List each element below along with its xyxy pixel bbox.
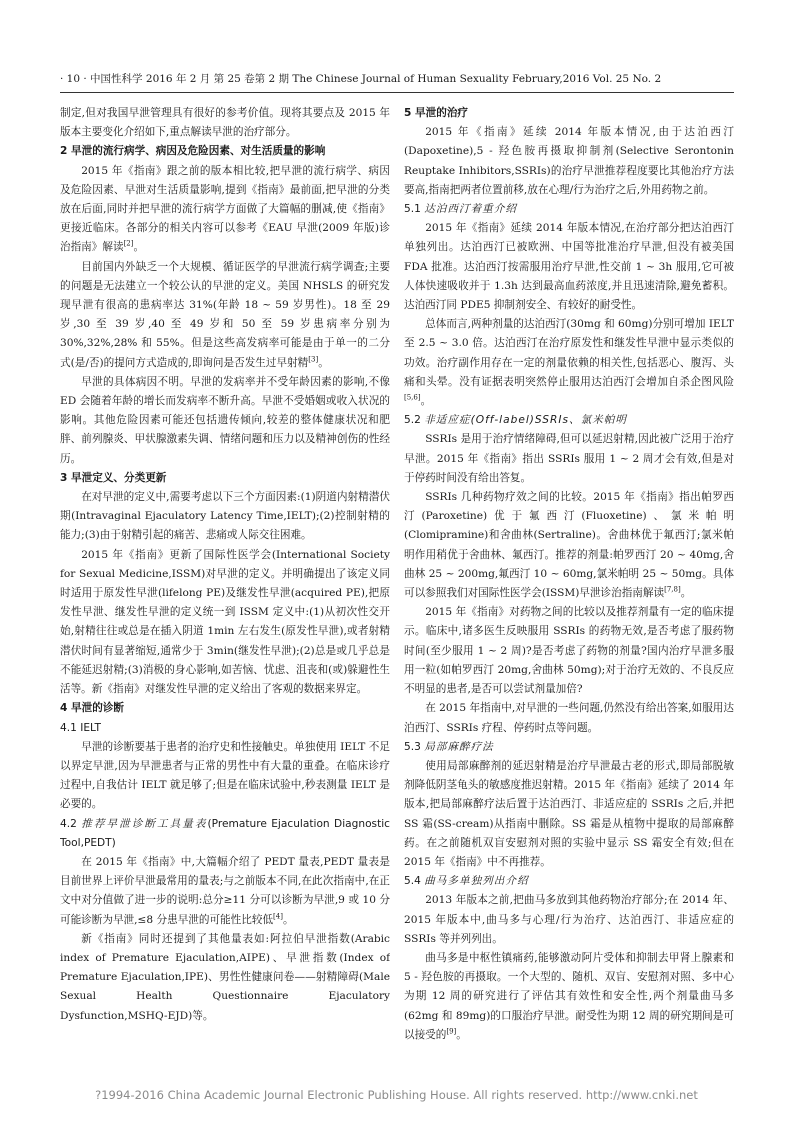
section-heading: 3 早泄定义、分类更新 <box>60 471 167 484</box>
citation: [2] <box>123 239 134 248</box>
paragraph: 总体而言,两种剂量的达泊西汀(30mg 和 60mg)分别可增加 IELT 至 2.5 ~ 3.0 倍。达泊西汀在治疗原发性和继发性早泄中显示类似的功效。治疗副作用存在一定的剂量依赖的相关性,包括恶心、腹泻、头痛和头晕。没有证据表明突然停止服用达泊西汀会增加自杀企图风险[5,6]。 <box>404 318 734 408</box>
left-column <box>60 104 390 1044</box>
paragraph: 使用局部麻醉剂的延迟射精是治疗早泄最古老的形式,即局部脱敏剂降低阴茎龟头的敏感度推迟射精。2015 年《指南》延续了 2014 年版本,把局部麻醉疗法后置于达泊西汀、非适应症的 SSRIs 之后,并把 SS 霜(SS-cream)从指南中删除。SS 霜是从植物中提取的局部麻醉药。在之前随机双盲安慰剂对照的实验中显示 SS 霜安全有效;但在 2015 年《指南》中不再推荐。 <box>404 759 734 868</box>
paragraph: 制定,但对我国早泄管理具有很好的参考价值。现将其要点及 2015 年版本主要变化介绍如下,重点解读早泄的治疗部分。 <box>60 107 390 139</box>
running-header: · 10 · 中国性科学 2016 年 2 月 第 25 卷第 2 期 The Chinese Journal of Human Sexuality February,2016 Vol. 25 No. 2 <box>60 73 662 85</box>
paragraph: 曲马多是中枢性镇痛药,能够激动阿片受体和抑制去甲肾上腺素和 5 - 羟色胺的再摄取。一个大型的、随机、双盲、安慰剂对照、多中心为期 12 周的研究进行了评估其有效性和安全性,两个剂量曲马多(62mg 和 89mg)的口服治疗早泄。耐受性为期 12 周的研究期间是可以接受的[9]。 <box>404 951 734 1041</box>
citation: [3] <box>308 355 319 364</box>
paragraph: 在 2015 年指南中,对早泄的一些问题,仍然没有给出答案,如服用达泊西汀、SSRIs 疗程、停药时点等问题。 <box>404 702 734 734</box>
section-heading: 2 早泄的流行病学、病因及危险因素、对生活质量的影响 <box>60 145 326 158</box>
paragraph: 2015 年《指南》延续 2014 年版本情况,在治疗部分把达泊西汀单独列出。达泊西汀已被欧洲、中国等批准治疗早泄,但没有被美国 FDA 批准。达泊西汀按需服用治疗早泄,性交前 1 ~ 3h 服用,它可被人体快速吸收并于 1.3h 达到最高血药浓度,并且迅速清除,避免蓄积。达泊西汀同 PDE5 抑制剂安全、有较好的耐受性。 <box>404 222 734 312</box>
paragraph: 2013 年版本之前,把曲马多放到其他药物治疗部分;在 2014 年、2015 年版本中,曲马多与心理/行为治疗、达泊西汀、非适应症的 SSRIs 等并列列出。 <box>404 894 734 945</box>
citation: [9] <box>446 1027 457 1036</box>
paragraph: SSRIs 几种药物疗效之间的比较。2015 年《指南》指出帕罗西汀(Paroxetine)优于氟西汀(Fluoxetine)、氯米帕明(Clomipramine)和舍曲林(Sertraline)。舍曲林优于氟西汀;氯米帕明作用稍优于舍曲林、氟西汀。推荐的剂量:帕罗西汀 20 ~ 40mg,舍曲林 25 ~ 200mg,氟西汀 10 ~ 60mg,氯米帕明 25 ~ 50mg。具体可以参照我们对国际性医学会(ISSM)早泄诊治指南解读[7,8]。 <box>404 491 734 600</box>
citation: [7,8] <box>664 585 681 594</box>
paragraph: 在 2015 年《指南》中,大篇幅介绍了 PEDT 量表,PEDT 量表是目前世界上评价早泄最常用的量表;与之前版本不同,在此次指南中,在正文中对分值做了进一步的说明:总分≥11 分可以诊断为早泄,9 或 10 分可能诊断为早泄,≤8 分患早泄的可能性比较低[4]。 <box>60 855 390 926</box>
paragraph: 2015 年《指南》更新了国际性医学会(International Society for Sexual Medicine,ISSM)对早泄的定义。并明确提出了该定义同时适用于原发性早泄(lifelong PE)及继发性早泄(acquired PE),把原发性早泄、继发性早泄的定义统一到 ISSM 定义中:(1)从初次性交开始,射精往往或总是在插入阴道 1min 左右发生(原发性早泄),或者射精潜伏时间有显著缩短,通常少于 3min(继发性早泄);(2)总是或几乎总是不能延迟射精;(3)消极的身心影响,如苦恼、忧虑、沮丧和(或)躲避性生活等。新《指南》对继发性早泄的定义给出了客观的数据来界定。 <box>60 548 390 696</box>
paragraph: 在对早泄的定义中,需要考虑以下三个方面因素:(1)阴道内射精潜伏期(Intravaginal Ejaculatory Latency Time,IELT);(2)控制射精的能力;(3)由于射精引起的痛苦、悲痛或人际交往困难。 <box>60 491 390 542</box>
subsection-heading: 5.1 达泊西汀着重介绍 <box>404 203 517 216</box>
subsection-heading: 5.3 局部麻醉疗法 <box>404 740 494 753</box>
subsection-heading: 4.1 IELT <box>60 721 101 734</box>
subsection-heading: 4.2 推荐早泄诊断工具量表(Premature Ejaculation Diagnostic Tool,PEDT) <box>60 817 390 849</box>
header-rule <box>60 92 734 93</box>
paragraph: 2015 年《指南》对药物之间的比较以及推荐剂量有一定的临床提示。临床中,诸多医生反映服用 SSRIs 的药物无效,是否考虑了服药物时间(至少服用 1 ~ 2 周)?是否考虑了药物的剂量?国内治疗早泄多服用一粒(如帕罗西汀 20mg,舍曲林 50mg);对于治疗无效的、不良反应不明显的患者,是否可以尝试剂量加倍? <box>404 606 734 696</box>
section-heading: 5 早泄的治疗 <box>404 107 469 119</box>
section-heading: 4 早泄的诊断 <box>60 702 125 715</box>
right-column <box>404 104 734 1044</box>
paragraph: 新《指南》同时还提到了其他量表如:阿拉伯早泄指数(Arabic index of Premature Ejaculation,AIPE)、早泄指数(Index of Premature Ejaculation,IPE)、男性性健康问卷——射精障碍(Male Sexual Health Questionnaire Ejaculatory Dysfunction,MSHQ-EJD)等。 <box>60 932 390 1022</box>
paragraph: SSRIs 是用于治疗情绪障碍,但可以延迟射精,因此被广泛用于治疗早泄。2015 年《指南》指出 SSRIs 服用 1 ~ 2 周才会有效,但是对于停药时间没有给出答复。 <box>404 433 734 484</box>
subsection-heading: 5.2 非适应症(Off-label)SSRIs、氯米帕明 <box>404 414 627 427</box>
paragraph: 早泄的具体病因不明。早泄的发病率并不受年龄因素的影响,不像 ED 会随着年龄的增长而发病率不断升高。早泄不受婚姻或收入状况的影响。其他危险因素可能还包括遗传倾向,较差的整体健康状况和肥胖、前列腺炎、甲状腺激素失调、情绪问题和压力以及精神创伤的性经历。 <box>60 375 390 465</box>
citation: [4] <box>273 912 283 920</box>
subsection-heading: 5.4 曲马多单独列出介绍 <box>404 875 529 888</box>
paragraph: 2015 年《指南》延续 2014 年版本情况,由于达泊西汀(Dapoxetine),5 - 羟色胺再摄取抑制剂(Selective Serontonin Reuptake Inhibitors,SSRIs)的治疗早泄推荐程度要比其他治疗方法要高,指南把两者位置前移,放在心理/行为治疗之后,外用药物之前。 <box>404 126 734 196</box>
paragraph: 2015 年《指南》跟之前的版本相比较,把早泄的流行病学、病因及危险因素、早泄对生活质量影响,提到《指南》最前面,把早泄的分类放在后面,同时并把早泄的流行病学方面做了大篇幅的删减,使《指南》更接近临床。各部分的相关内容可以参考《EAU 早泄(2009 年版)诊治指南》解读[2]。 <box>60 164 390 254</box>
paragraph: 早泄的诊断要基于患者的治疗史和性接触史。单独使用 IELT 不足以界定早泄,因为早泄患者与正常的男性中有大量的重叠。在临床诊疗过程中,自我估计 IELT 就足够了;但是在临床试验中,秒表测量 IELT 是必要的。 <box>60 740 390 811</box>
copyright-footer: ?1994-2016 China Academic Journal Electronic Publishing House. All rights reserved. http://www.cnki.net <box>95 1088 698 1102</box>
paragraph: 目前国内外缺乏一个大规模、循证医学的早泄流行病学调查;主要的问题是无法建立一个较公认的早泄的定义。美国 NHSLS 的研究发现早泄有很高的患病率达 31%(年龄 18 ~ 59 岁男性)。18 至 29 岁,30 至 39 岁,40 至 49 岁和 50 至 59 岁患病率分别为 30%,32%,28% 和 55%。但是这些高发病率可能是由于单一的二分式(是/否)的提问方式造成的,即询问是否发生过早射精[3]。 <box>60 260 390 369</box>
citation: [5,6] <box>404 393 421 402</box>
